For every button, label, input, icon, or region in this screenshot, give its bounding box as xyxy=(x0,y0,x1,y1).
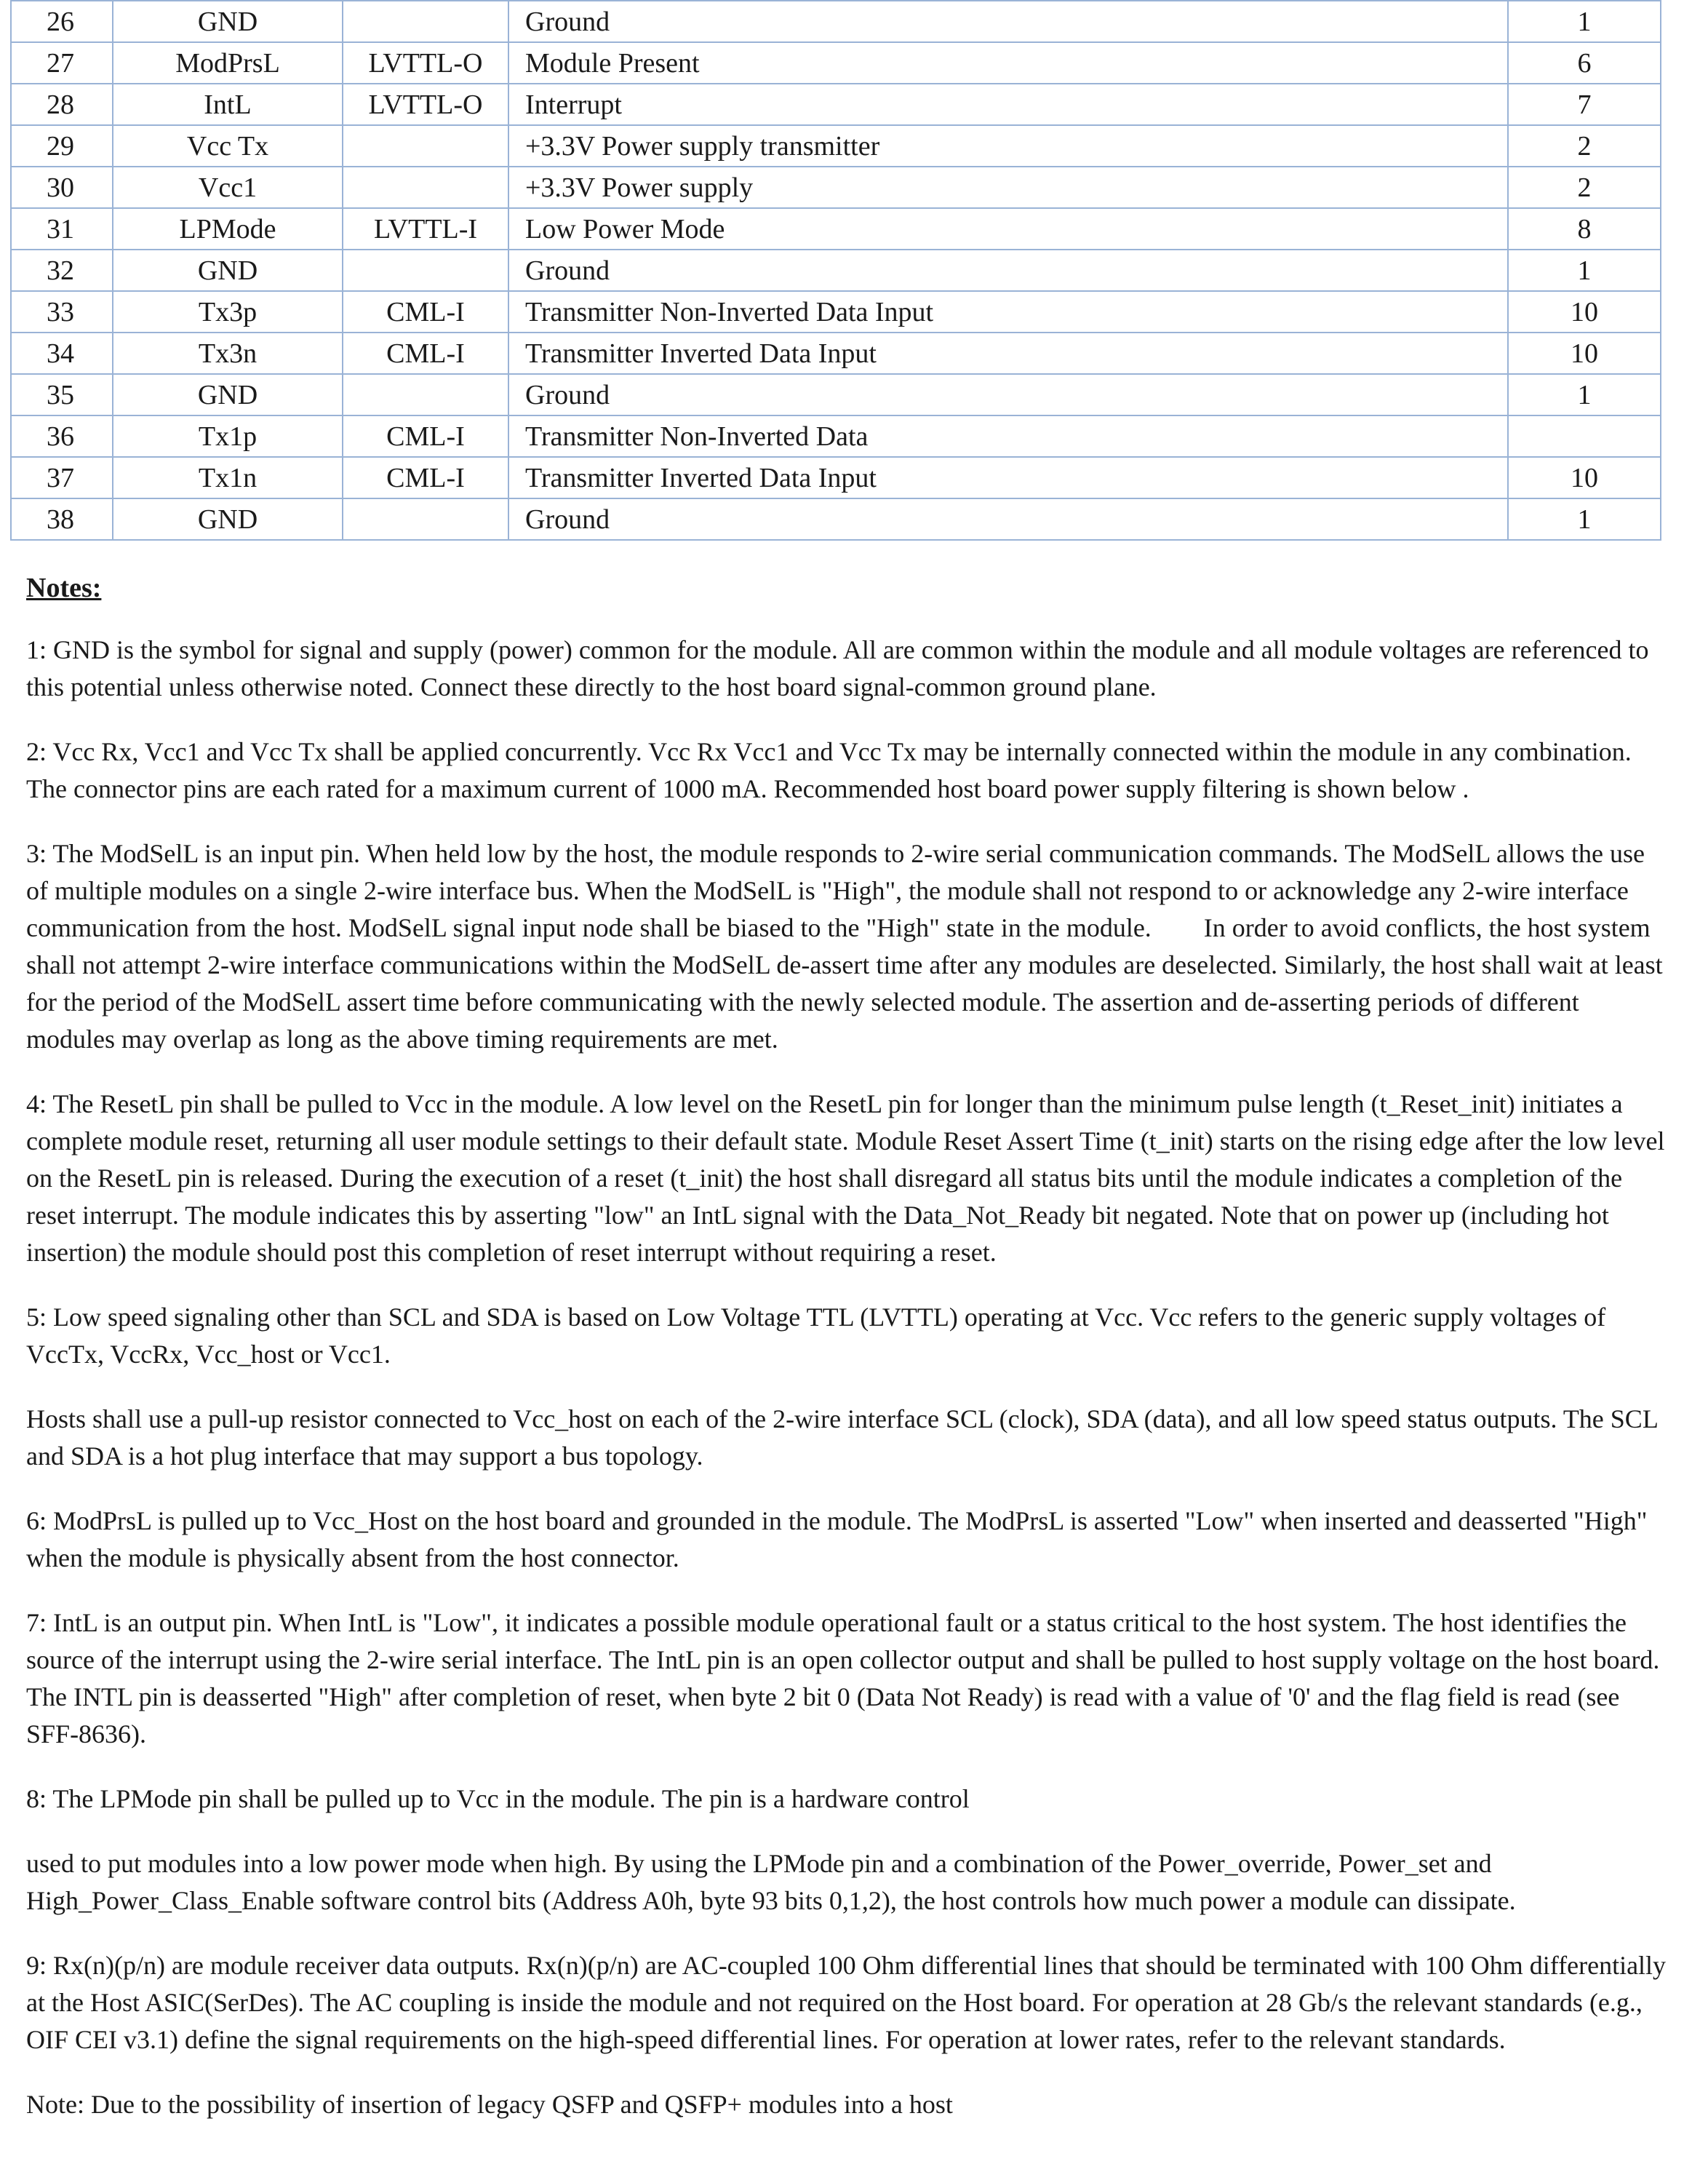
pin-description: Interrupt xyxy=(508,84,1508,125)
table-row xyxy=(11,415,1661,457)
pin-number: 33 xyxy=(11,291,113,333)
notes-heading: Notes: xyxy=(26,573,102,603)
note-paragraph: Note: Due to the possibility of insertion of legacy QSFP and QSFP+ modules into a host xyxy=(26,2090,953,2119)
pin-symbol: Tx1p xyxy=(113,415,343,457)
pin-symbol: IntL xyxy=(113,84,343,125)
pin-logic: CML-I xyxy=(343,415,508,457)
pin-logic xyxy=(343,498,508,540)
pin-table xyxy=(10,0,1661,541)
pin-logic: LVTTL-O xyxy=(343,84,508,125)
pin-note-ref: 8 xyxy=(1508,208,1661,250)
pin-description: Transmitter Inverted Data Input xyxy=(508,333,1508,374)
pin-symbol: GND xyxy=(113,1,343,42)
pin-description: Ground xyxy=(508,498,1508,540)
note-paragraph: 8: The LPMode pin shall be pulled up to Vcc in the module. The pin is a hardware control xyxy=(26,1784,970,1813)
note-paragraph: 3: The ModSelL is an input pin. When held low by the host, the module responds to 2-wire serial communication commands. The ModSelL allows the use of multiple modules on a single 2-wire interface bus. When the ModSelL is "High", the module shall not respond to or acknowledge any 2-wire interface communication from the host. ModSelL signal input node shall be biased to the "High" state in the module. In order to avoid conflicts, the host system shall not attempt 2-wire interface communications within the ModSelL de-assert time after any modules are deselected. Similarly, the host shall wait at least for the period of the ModSelL assert time before communicating with the newly selected module. The assertion and de-asserting periods of different modules may overlap as long as the above timing requirements are met. xyxy=(26,839,1669,1054)
pin-logic xyxy=(343,1,508,42)
pin-number: 27 xyxy=(11,42,113,84)
pin-table-body xyxy=(11,1,1661,540)
pin-symbol: Tx3n xyxy=(113,333,343,374)
pin-note-ref: 1 xyxy=(1508,250,1661,291)
pin-logic xyxy=(343,125,508,167)
pin-logic: LVTTL-O xyxy=(343,42,508,84)
note-paragraph: 4: The ResetL pin shall be pulled to Vcc in the module. A low level on the ResetL pin for longer than the minimum pulse length (t_Reset_init) initiates a complete module reset, returning all user module settings to their default state. Module Reset Assert Time (t_init) starts on the rising edge after the low level on the ResetL pin is released. During the execution of a reset (t_init) the host shall disregard all status bits until the module indicates a completion of the reset interrupt. The module indicates this by asserting "low" an IntL signal with the Data_Not_Ready bit negated. Note that on power up (including hot insertion) the module should post this completion of reset interrupt without requiring a reset. xyxy=(26,1089,1672,1267)
table-row xyxy=(11,291,1661,333)
pin-note-ref: 2 xyxy=(1508,125,1661,167)
note-paragraph: 6: ModPrsL is pulled up to Vcc_Host on the host board and grounded in the module. The ModPrsL is asserted "Low" when inserted and deasserted "High" when the module is physically absent from the host connector. xyxy=(26,1506,1654,1572)
table-row xyxy=(11,250,1661,291)
pin-logic: CML-I xyxy=(343,291,508,333)
pin-description: Low Power Mode xyxy=(508,208,1508,250)
pin-logic: CML-I xyxy=(343,333,508,374)
pin-number: 26 xyxy=(11,1,113,42)
pin-number: 31 xyxy=(11,208,113,250)
table-row xyxy=(11,125,1661,167)
pin-description: Ground xyxy=(508,374,1508,415)
pin-symbol: LPMode xyxy=(113,208,343,250)
pin-note-ref: 7 xyxy=(1508,84,1661,125)
pin-logic xyxy=(343,374,508,415)
pin-note-ref: 6 xyxy=(1508,42,1661,84)
pin-note-ref: 10 xyxy=(1508,291,1661,333)
table-row xyxy=(11,167,1661,208)
pin-number: 29 xyxy=(11,125,113,167)
note-paragraph: Hosts shall use a pull-up resistor connected to Vcc_host on each of the 2-wire interface SCL (clock), SDA (data), and all low speed status outputs. The SCL and SDA is a hot plug interface that may support a bus topology. xyxy=(26,1404,1664,1471)
pin-symbol: GND xyxy=(113,374,343,415)
note-paragraph: 1: GND is the symbol for signal and supply (power) common for the module. All are common within the module and all module voltages are referenced to this potential unless otherwise noted. Connect these directly to the host board signal-common ground plane. xyxy=(26,635,1656,701)
pin-symbol: GND xyxy=(113,250,343,291)
table-row xyxy=(11,84,1661,125)
notes-section xyxy=(26,632,1673,2151)
pin-logic: CML-I xyxy=(343,457,508,498)
pin-symbol: GND xyxy=(113,498,343,540)
table-row xyxy=(11,333,1661,374)
pin-description: +3.3V Power supply transmitter xyxy=(508,125,1508,167)
table-row xyxy=(11,208,1661,250)
pin-logic xyxy=(343,167,508,208)
pin-note-ref: 10 xyxy=(1508,457,1661,498)
pin-symbol: Tx3p xyxy=(113,291,343,333)
pin-number: 30 xyxy=(11,167,113,208)
pin-note-ref: 10 xyxy=(1508,333,1661,374)
note-paragraph: 7: IntL is an output pin. When IntL is "Low", it indicates a possible module operational fault or a status critical to the host system. The host identifies the source of the interrupt using the 2-wire serial interface. The IntL pin is an open collector output and shall be pulled to host supply voltage on the host board. The INTL pin is deasserted "High" after completion of reset, when byte 2 bit 0 (Data Not Ready) is read with a value of '0' and the flag field is read (see SFF-8636). xyxy=(26,1608,1666,1749)
pin-number: 32 xyxy=(11,250,113,291)
pin-description: Transmitter Non-Inverted Data xyxy=(508,415,1508,457)
table-row xyxy=(11,457,1661,498)
pin-note-ref: 1 xyxy=(1508,1,1661,42)
table-row xyxy=(11,42,1661,84)
pin-description: Transmitter Non-Inverted Data Input xyxy=(508,291,1508,333)
note-paragraph: 5: Low speed signaling other than SCL and SDA is based on Low Voltage TTL (LVTTL) operating at Vcc. Vcc refers to the generic supply voltages of VccTx, VccRx, Vcc_host or Vcc1. xyxy=(26,1302,1612,1369)
pin-note-ref xyxy=(1508,415,1661,457)
note-paragraph: 9: Rx(n)(p/n) are module receiver data outputs. Rx(n)(p/n) are AC-coupled 100 Ohm differential lines that should be terminated with 100 Ohm differentially at the Host ASIC(SerDes). The AC coupling is inside the module and not required on the Host board. For operation at 28 Gb/s the relevant standards (e.g., OIF CEI v3.1) define the signal requirements on the high-speed differential lines. For operation at lower rates, refer to the relevant standards. xyxy=(26,1951,1673,2054)
pin-number: 37 xyxy=(11,457,113,498)
pin-note-ref: 2 xyxy=(1508,167,1661,208)
pin-number: 28 xyxy=(11,84,113,125)
table-row xyxy=(11,1,1661,42)
table-row xyxy=(11,374,1661,415)
note-paragraph: 2: Vcc Rx, Vcc1 and Vcc Tx shall be applied concurrently. Vcc Rx Vcc1 and Vcc Tx may be internally connected within the module in any combination. The connector pins are each rated for a maximum current of 1000 mA. Recommended host board power supply filtering is shown below . xyxy=(26,737,1638,803)
pin-number: 34 xyxy=(11,333,113,374)
table-row xyxy=(11,498,1661,540)
pin-logic xyxy=(343,250,508,291)
pin-description: Transmitter Inverted Data Input xyxy=(508,457,1508,498)
note-paragraph: used to put modules into a low power mode when high. By using the LPMode pin and a combination of the Power_override, Power_set and High_Power_Class_Enable software control bits (Address A0h, byte 93 bits 0,1,2), the host controls how much power a module can dissipate. xyxy=(26,1849,1516,1915)
pin-logic: LVTTL-I xyxy=(343,208,508,250)
pin-note-ref: 1 xyxy=(1508,374,1661,415)
pin-note-ref: 1 xyxy=(1508,498,1661,540)
pin-description: Module Present xyxy=(508,42,1508,84)
pin-symbol: Vcc1 xyxy=(113,167,343,208)
pin-symbol: Tx1n xyxy=(113,457,343,498)
pin-symbol: ModPrsL xyxy=(113,42,343,84)
pin-description: +3.3V Power supply xyxy=(508,167,1508,208)
pin-symbol: Vcc Tx xyxy=(113,125,343,167)
pin-number: 38 xyxy=(11,498,113,540)
pin-description: Ground xyxy=(508,250,1508,291)
pin-description: Ground xyxy=(508,1,1508,42)
pin-number: 36 xyxy=(11,415,113,457)
pin-number: 35 xyxy=(11,374,113,415)
